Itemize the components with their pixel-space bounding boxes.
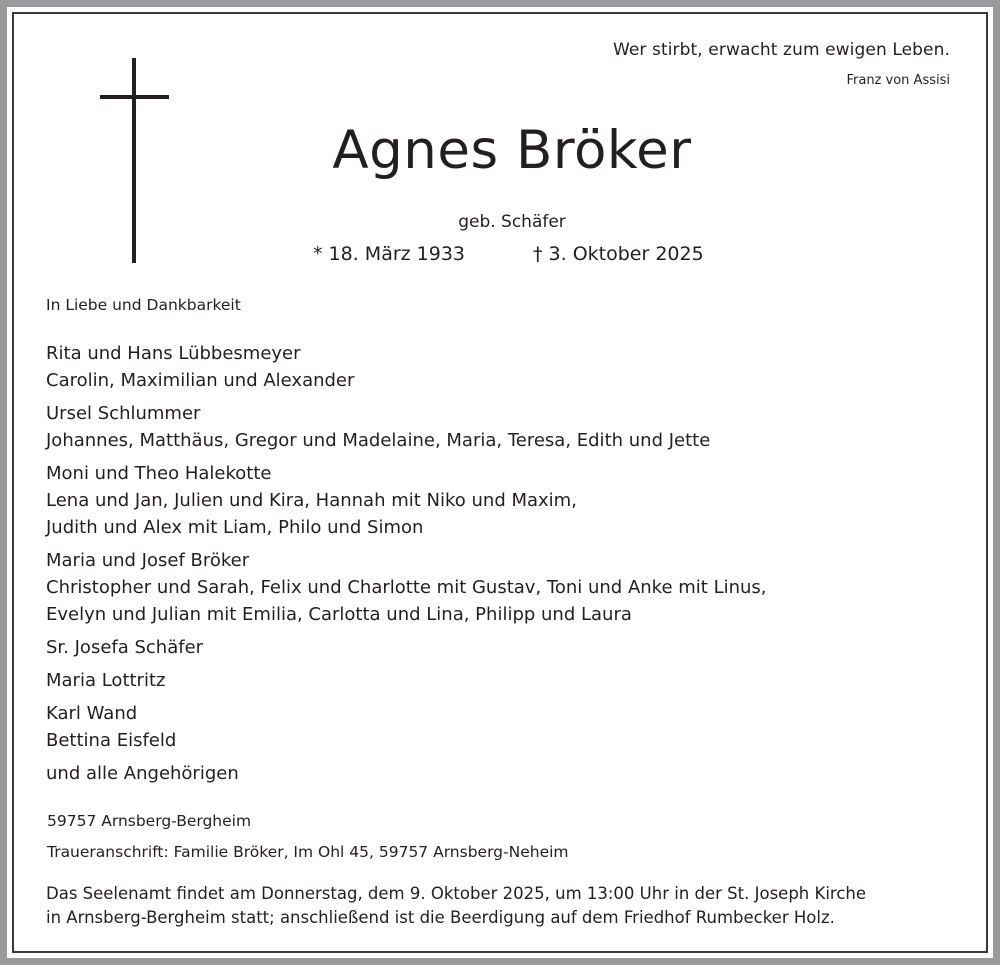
deceased-name: Agnes Bröker bbox=[332, 120, 692, 181]
mourner-line: Evelyn und Julian mit Emilia, Carlotta und Lina, Philipp und Laura bbox=[46, 604, 632, 625]
mourning-address: Traueranschrift: Familie Bröker, Im Ohl 45, 59757 Arnsberg-Neheim bbox=[47, 843, 569, 861]
service-line: Das Seelenamt findet am Donnerstag, dem 9. Oktober 2025, um 13:00 Uhr in der St. Joseph Kirche bbox=[46, 884, 867, 903]
mourner-line: Karl Wand bbox=[46, 703, 138, 724]
mourner-group bbox=[46, 634, 767, 661]
mourner-line: Maria und Josef Bröker bbox=[46, 550, 250, 571]
service-line: in Arnsberg-Bergheim statt; anschließend ist die Beerdigung auf dem Friedhof Rumbecker Holz. bbox=[46, 908, 835, 927]
birth-date: * 18. März 1933 bbox=[313, 243, 466, 265]
cross-horizontal-bar bbox=[100, 95, 169, 99]
mourner-group bbox=[46, 340, 767, 394]
mourner-line: Lena und Jan, Julien und Kira, Hannah mit Niko und Maxim, bbox=[46, 490, 577, 511]
mourner-line: Johannes, Matthäus, Gregor und Madelaine, Maria, Teresa, Edith und Jette bbox=[46, 430, 711, 451]
dedication: In Liebe und Dankbarkeit bbox=[46, 296, 241, 314]
quote-text: Wer stirbt, erwacht zum ewigen Leben. bbox=[612, 40, 950, 60]
mourner-group bbox=[46, 400, 767, 454]
mourner-group bbox=[46, 700, 767, 754]
mourner-line: Carolin, Maximilian und Alexander bbox=[46, 370, 355, 391]
service-info bbox=[46, 882, 866, 930]
mourners-list bbox=[46, 340, 767, 793]
mourner-group bbox=[46, 547, 767, 628]
mourner-group bbox=[46, 760, 767, 787]
mourner-line: Bettina Eisfeld bbox=[46, 730, 177, 751]
mourner-line: Moni und Theo Halekotte bbox=[46, 463, 272, 484]
mourner-line: Ursel Schlummer bbox=[46, 403, 201, 424]
quote-author: Franz von Assisi bbox=[846, 73, 950, 88]
mourner-line: und alle Angehörigen bbox=[46, 763, 239, 784]
death-date: † 3. Oktober 2025 bbox=[533, 243, 704, 265]
birth-name: geb. Schäfer bbox=[458, 212, 566, 232]
mourner-line: Christopher und Sarah, Felix und Charlotte mit Gustav, Toni und Anke mit Linus, bbox=[46, 577, 767, 598]
location: 59757 Arnsberg-Bergheim bbox=[47, 812, 252, 830]
mourner-line: Rita und Hans Lübbesmeyer bbox=[46, 343, 301, 364]
mourner-group bbox=[46, 460, 767, 541]
mourner-group bbox=[46, 667, 767, 694]
mourner-line: Judith und Alex mit Liam, Philo und Simon bbox=[46, 517, 424, 538]
mourner-line: Sr. Josefa Schäfer bbox=[46, 637, 204, 658]
mourner-line: Maria Lottritz bbox=[46, 670, 166, 691]
